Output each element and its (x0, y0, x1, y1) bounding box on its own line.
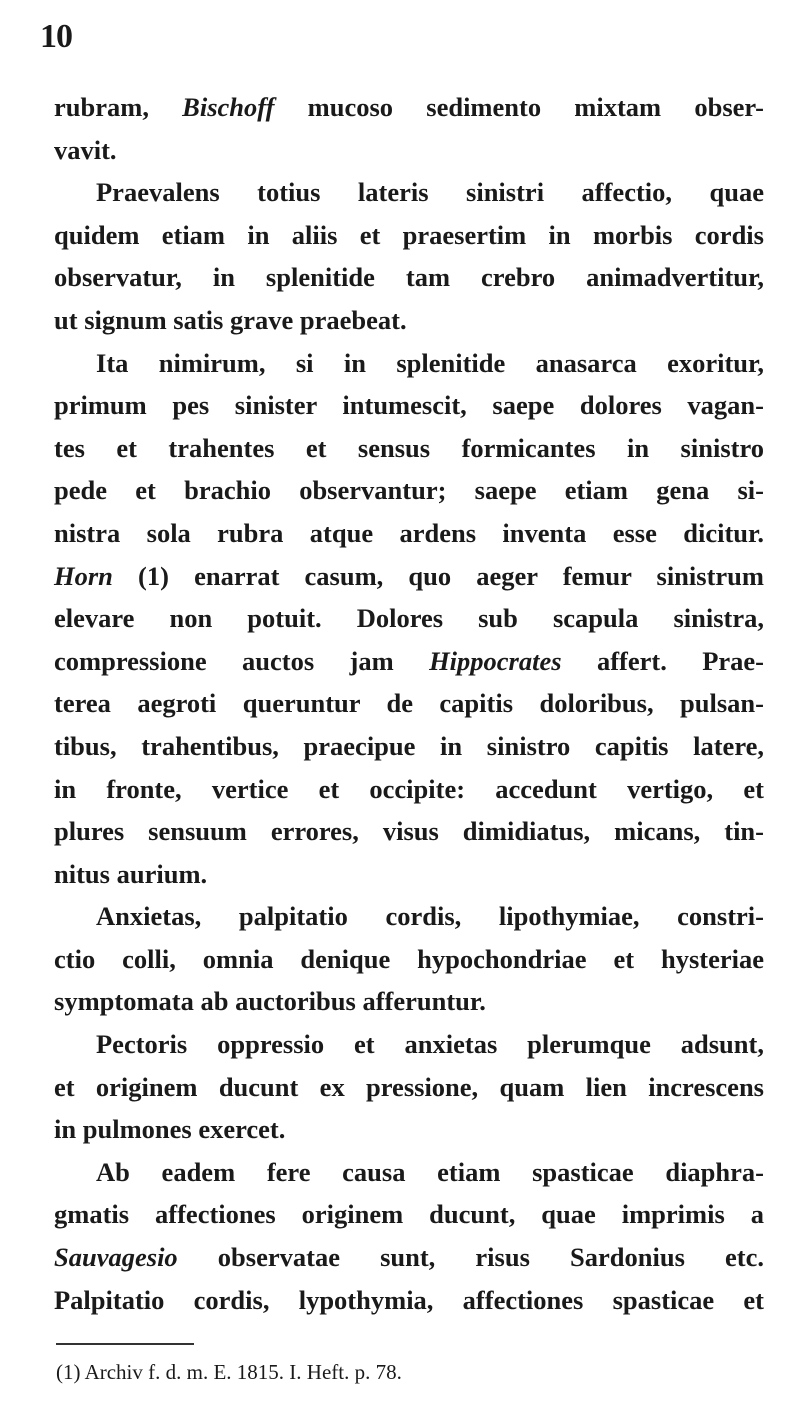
text-line: ut signum satis grave praebeat. (54, 304, 407, 335)
text-line: rubram, Bischoff mucoso sedimento mixtam obser- (54, 92, 765, 122)
paragraph-start: Ab eadem fere causa etiam spasticae diaphra- (96, 1156, 764, 1187)
footnote-divider (56, 1343, 194, 1345)
text-line: tes et trahentes et sensus formicantes in sinistro (54, 432, 764, 463)
text-line: compressione auctos jam Hippocrates affert. Prae- (54, 645, 764, 676)
paragraph-start: Ita nimirum, si in splenitide anasarca exoritur, (96, 347, 764, 378)
author-name-horn: Horn (54, 560, 113, 591)
page-number: 10 (40, 18, 72, 55)
paragraph-start: Anxietas, palpitatio cordis, lipothymiae, constri- (96, 901, 764, 932)
author-name-bischoff: Bischoff (182, 92, 275, 122)
text-line: gmatis affectiones originem ducunt, quae imprimis a (54, 1199, 764, 1230)
author-name-sauvagesio: Sauvagesio (54, 1242, 178, 1273)
footnote: (1) Archiv f. d. m. E. 1815. I. Heft. p. 78. (56, 1360, 402, 1384)
author-name-hippocrates: Hippocrates (429, 645, 562, 676)
text-line: Horn (1) enarrat casum, quo aeger femur sinistrum (54, 560, 764, 591)
text-line: observatur, in splenitide tam crebro animadvertitur, (54, 262, 764, 293)
text-line: tibus, trahentibus, praecipue in sinistro capitis latere, (54, 730, 764, 761)
text-line: primum pes sinister intumescit, saepe dolores vagan- (54, 390, 764, 421)
text-line: Palpitatio cordis, lypothymia, affectiones spasticae et (54, 1284, 764, 1315)
text-line: nistra sola rubra atque ardens inventa esse dicitur. (54, 517, 764, 548)
text-line: nitus aurium. (54, 858, 208, 889)
text-line: Sauvagesio observatae sunt, risus Sardonius etc. (54, 1242, 764, 1273)
paragraph-start: Praevalens totius lateris sinistri affectio, quae (96, 177, 764, 208)
text-line: in pulmones exercet. (54, 1114, 286, 1145)
paragraph-start: Pectoris oppressio et anxietas plerumque adsunt, (96, 1029, 764, 1060)
text-line: vavit. (54, 134, 117, 165)
text-line: ctio colli, omnia denique hypochondriae et hysteriae (54, 943, 764, 974)
text-line: quidem etiam in aliis et praesertim in morbis cordis (54, 219, 764, 250)
body-text (54, 86, 764, 1321)
text-line: pede et brachio observantur; saepe etiam gena si- (54, 475, 764, 506)
text-line: et originem ducunt ex pressione, quam lien increscens (54, 1071, 764, 1102)
text-line: in fronte, vertice et occipite: accedunt vertigo, et (54, 773, 764, 804)
text-line: elevare non potuit. Dolores sub scapula sinistra, (54, 603, 764, 634)
text-line: plures sensuum errores, visus dimidiatus, micans, tin- (54, 816, 764, 847)
text-line: terea aegroti queruntur de capitis doloribus, pulsan- (54, 688, 764, 719)
text-line: symptomata ab auctoribus afferuntur. (54, 986, 486, 1017)
